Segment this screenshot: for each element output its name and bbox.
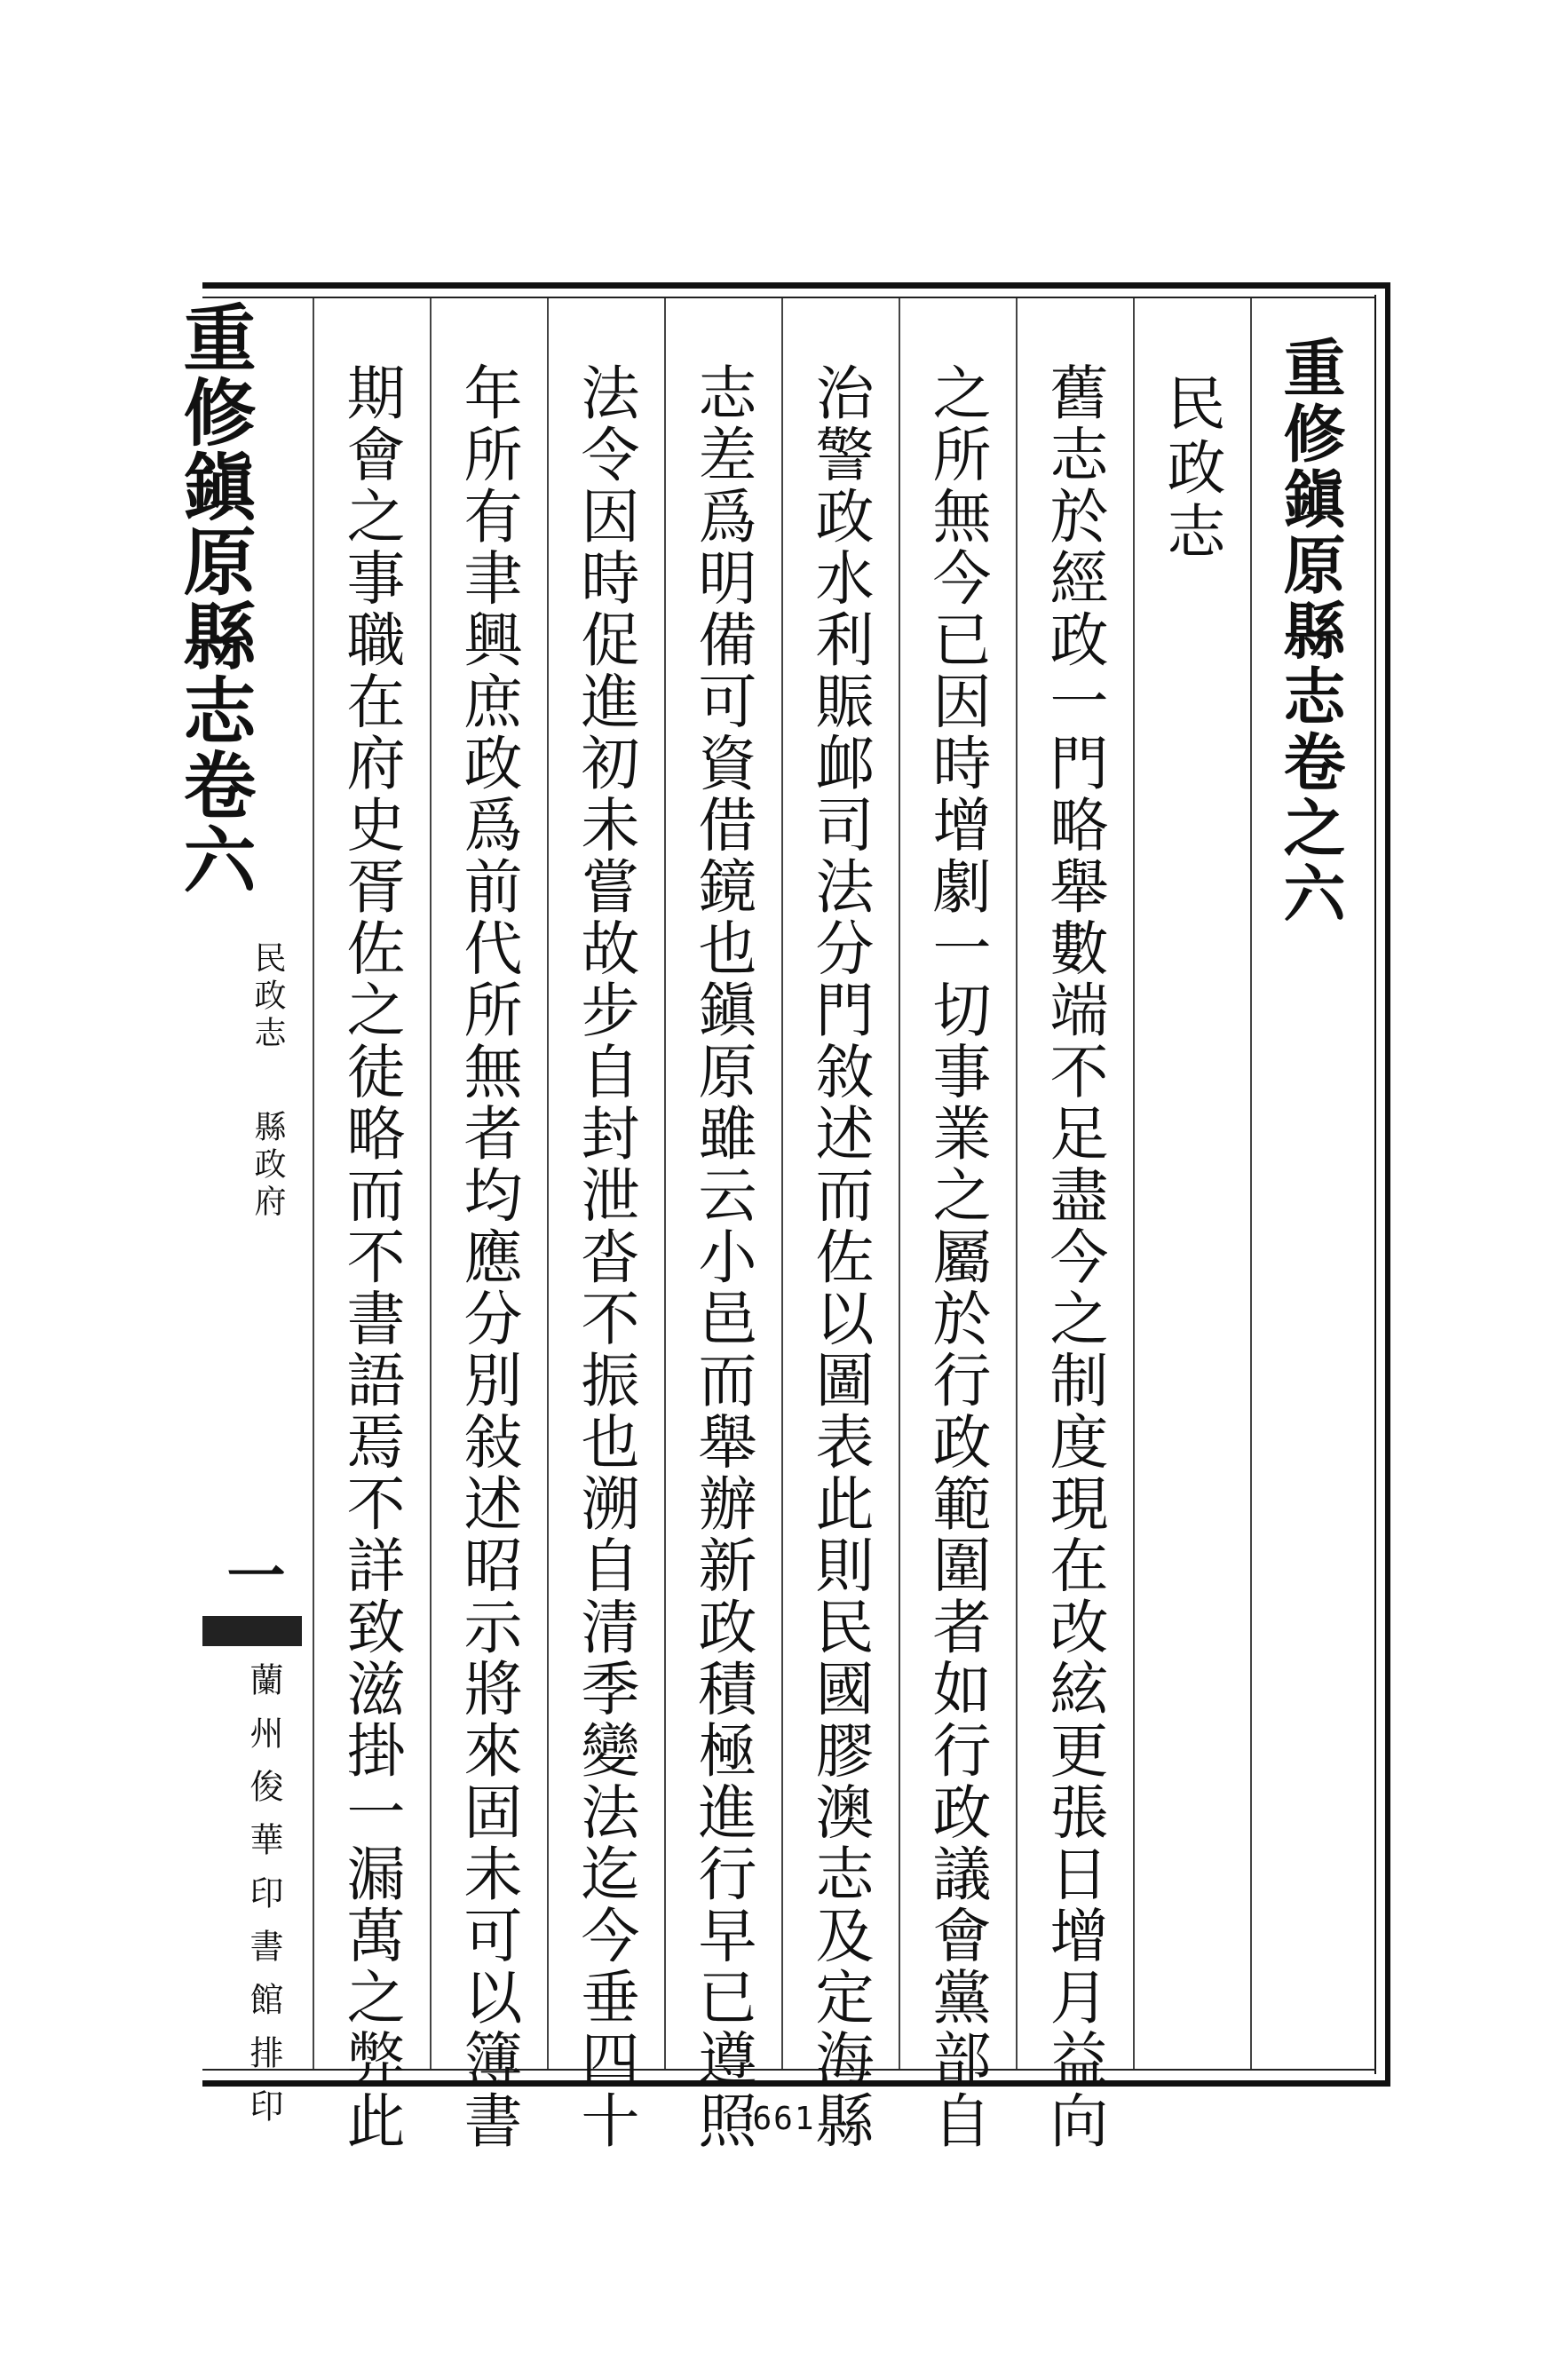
- column-rule: [1250, 298, 1252, 2069]
- volume-title: 重修鎭原縣志卷之六: [1273, 336, 1347, 927]
- column-rule: [430, 298, 432, 2069]
- text-column-7: 期會之事職在府史胥佐之徒略而不書語焉不詳致滋掛一漏萬之弊此: [337, 362, 405, 2152]
- text-column-4: 志差爲明備可資借鏡也鎭原雖云小邑而舉辦新政積極進行早已遵照: [688, 362, 756, 2152]
- text-column-5: 法令因時促進初未嘗故步自封泄沓不振也溯自清季變法迄今垂四十: [571, 362, 639, 2152]
- column-rule: [899, 298, 900, 2069]
- text-column-3: 治警政水利賑䘏司法分門敘述而佐以圖表此則民國膠澳志及定海縣: [805, 362, 874, 2152]
- page-number: 661: [752, 2101, 816, 2137]
- text-column-2: 之所無今已因時增劇一切事業之屬於行政範圍者如行政議會黨部自: [923, 362, 991, 2152]
- column-rule: [781, 298, 783, 2069]
- column-rule: [1016, 298, 1018, 2069]
- column-rule: [1133, 298, 1135, 2069]
- printer-imprint: 蘭州俊華印書館排印: [244, 1662, 283, 2142]
- margin-fish-tail-block: [202, 1616, 302, 1646]
- frame-inner-rule-right: [1374, 295, 1376, 2074]
- column-rule: [313, 298, 314, 2069]
- column-rule: [547, 298, 549, 2069]
- margin-section: 民政志: [249, 941, 286, 1053]
- frame-inner-rule-top: [202, 297, 1376, 298]
- margin-office: 縣政府: [249, 1110, 286, 1222]
- text-column-1: 舊志於經政一門略舉數端不足盡今之制度現在改絃更張日增月益向: [1040, 362, 1108, 2152]
- margin-title: 重修鎭原縣志卷六: [171, 300, 257, 897]
- column-rule: [664, 298, 666, 2069]
- leaf-number: 一: [217, 1545, 286, 1604]
- section-heading: 民政志: [1157, 373, 1225, 565]
- text-column-6: 年所有聿興庶政爲前代所無者均應分別敍述昭示將來固未可以簿書: [454, 362, 522, 2152]
